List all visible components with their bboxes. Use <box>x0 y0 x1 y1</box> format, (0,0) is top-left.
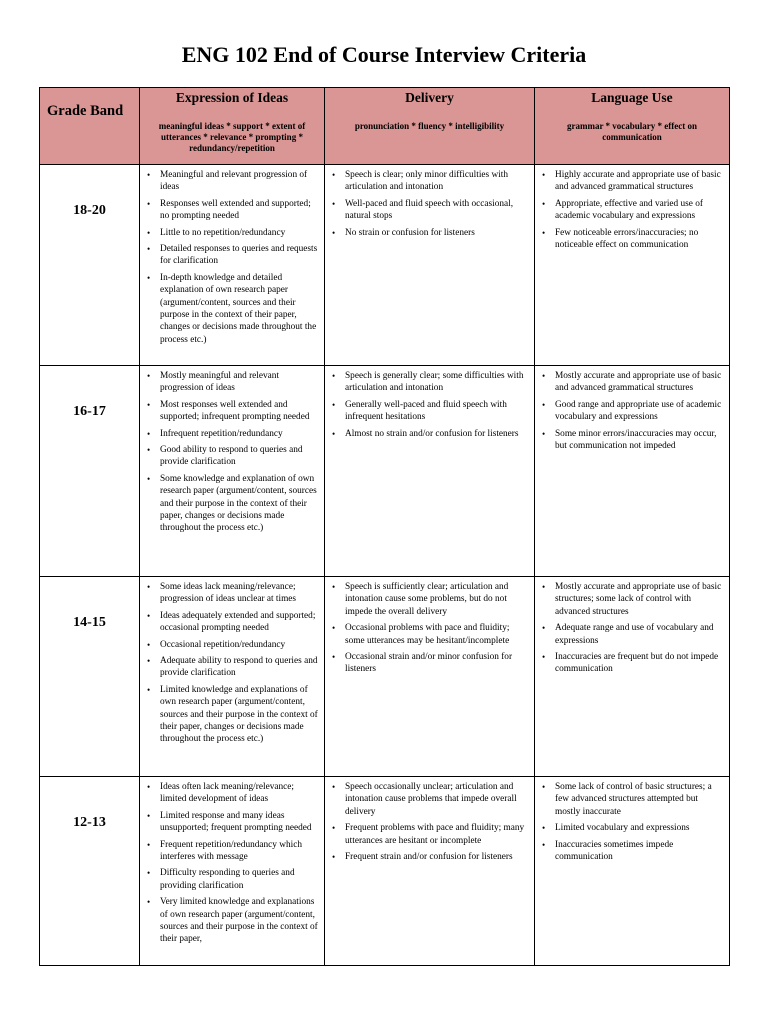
column-header-title: Expression of Ideas <box>175 90 289 105</box>
table-header-row <box>40 88 730 165</box>
criteria-text: Adequate ability to respond to queries and provide clarification <box>160 656 318 679</box>
criteria-text: Very limited knowledge and explanations of own research paper (argument/content, sources and their purpose in the context of their paper, <box>160 897 318 945</box>
bullet-icon: • <box>332 399 336 410</box>
bullet-icon: • <box>147 170 151 180</box>
criteria-item <box>147 867 318 892</box>
criteria-item <box>147 198 318 223</box>
criteria-item <box>332 227 528 239</box>
bullet-icon: • <box>147 810 151 821</box>
table-row <box>40 777 730 966</box>
bullet-icon: • <box>542 782 546 792</box>
criteria-item <box>147 370 318 395</box>
criteria-text: Ideas often lack meaning/relevance; limited development of ideas <box>160 782 294 805</box>
table-body <box>40 165 730 966</box>
criteria-item <box>542 428 723 453</box>
criteria-text: Few noticeable errors/inaccuracies; no noticeable effect on communication <box>555 227 699 251</box>
criteria-item <box>147 839 318 864</box>
criteria-item <box>542 622 723 647</box>
criteria-item <box>332 651 528 676</box>
criteria-table <box>39 87 730 966</box>
criteria-text: Speech is clear; only minor difficulties with articulation and intonation <box>345 170 509 193</box>
criteria-list <box>140 165 324 354</box>
criteria-text: Difficulty responding to queries and providing clarification <box>160 868 295 891</box>
bullet-icon: • <box>542 652 546 663</box>
criteria-item <box>332 622 528 647</box>
bullet-icon: • <box>542 582 546 592</box>
bullet-icon: • <box>542 371 546 381</box>
criteria-item <box>332 822 528 847</box>
criteria-text: Mostly meaningful and relevant progression of ideas <box>160 371 280 394</box>
column-header-delivery <box>325 88 535 165</box>
bullet-icon: • <box>332 371 336 381</box>
criteria-item <box>147 655 318 680</box>
bullet-icon: • <box>332 623 336 634</box>
criteria-item <box>147 781 318 806</box>
bullet-icon: • <box>147 897 151 908</box>
delivery-cell <box>325 777 535 966</box>
language-use-cell <box>535 577 730 777</box>
criteria-text: Speech is generally clear; some difficulties with articulation and intonation <box>345 371 524 394</box>
criteria-item <box>147 684 318 746</box>
bullet-icon: • <box>147 473 151 484</box>
document-title: ENG 102 End of Course Interview Criteria <box>181 42 587 67</box>
criteria-text: Some ideas lack meaning/relevance; progression of ideas unclear at times <box>160 582 297 605</box>
criteria-item <box>332 169 528 194</box>
column-header-title: Delivery <box>405 90 454 105</box>
criteria-text: Inaccuracies are frequent but do not impede communication <box>555 652 719 675</box>
language-use-cell <box>535 777 730 966</box>
bullet-icon: • <box>147 610 151 621</box>
criteria-item <box>147 428 318 440</box>
criteria-text: Limited vocabulary and expressions <box>555 823 690 834</box>
criteria-item <box>542 227 723 252</box>
criteria-list <box>325 165 534 247</box>
language-use-cell <box>535 366 730 577</box>
bullet-icon: • <box>147 684 151 695</box>
bullet-icon: • <box>332 823 336 834</box>
criteria-text: Occasional strain and/or minor confusion for listeners <box>345 652 513 675</box>
criteria-text: Mostly accurate and appropriate use of basic and advanced grammatical structures <box>555 371 722 394</box>
bullet-icon: • <box>332 652 336 663</box>
criteria-text: Occasional repetition/redundancy <box>160 639 286 650</box>
criteria-item <box>147 444 318 469</box>
bullet-icon: • <box>332 198 336 209</box>
criteria-item <box>147 243 318 268</box>
criteria-text: Generally well-paced and fluid speech with infrequent hesitations <box>345 399 507 423</box>
criteria-item <box>542 169 723 194</box>
criteria-item <box>332 198 528 223</box>
criteria-list <box>140 577 324 754</box>
bullet-icon: • <box>542 823 546 834</box>
criteria-item <box>332 370 528 395</box>
criteria-text: Most responses well extended and supported; infrequent prompting needed <box>160 399 310 423</box>
bullet-icon: • <box>542 399 546 410</box>
grade-band-header: Grade Band <box>40 88 140 165</box>
bullet-icon: • <box>332 227 336 238</box>
criteria-text: Inaccuracies sometimes impede communication <box>555 839 674 863</box>
column-header-subtitle: grammar * vocabulary * effect on communication <box>566 121 698 142</box>
expression-cell <box>140 366 325 577</box>
criteria-item <box>542 370 723 395</box>
grade-band-label: 14-15 <box>73 615 106 630</box>
bullet-icon: • <box>332 782 336 792</box>
criteria-text: Detailed responses to queries and requests for clarification <box>160 244 318 267</box>
column-header-subtitle: pronunciation * fluency * intelligibility <box>354 121 505 131</box>
criteria-text: Limited knowledge and explanations of own research paper (argument/content, sources and their purpose in the context of their paper, changes or decisions made throughout the process etc.) <box>160 684 318 745</box>
column-header-expression <box>140 88 325 165</box>
criteria-item <box>542 781 723 818</box>
criteria-item <box>147 473 318 535</box>
criteria-list <box>535 777 729 871</box>
criteria-text: Ideas adequately extended and supported; occasional prompting needed <box>160 610 316 634</box>
bullet-icon: • <box>147 399 151 410</box>
criteria-item <box>332 781 528 818</box>
criteria-item <box>542 198 723 223</box>
bullet-icon: • <box>147 582 151 592</box>
delivery-cell <box>325 577 535 777</box>
criteria-text: Little to no repetition/redundancy <box>160 227 286 238</box>
criteria-list <box>535 366 729 460</box>
criteria-item <box>147 169 318 194</box>
criteria-text: Meaningful and relevant progression of ideas <box>160 170 308 193</box>
grade-band-cell <box>40 165 140 366</box>
column-header-language-use <box>535 88 730 165</box>
grade-band-cell <box>40 577 140 777</box>
column-header-title: Language Use <box>591 90 673 105</box>
criteria-text: Some lack of control of basic structures; a few advanced structures attempted but mostly inaccurate <box>555 782 712 817</box>
bullet-icon: • <box>147 639 151 650</box>
criteria-item <box>332 851 528 863</box>
criteria-item <box>147 227 318 239</box>
bullet-icon: • <box>147 198 151 209</box>
criteria-text: Appropriate, effective and varied use of academic vocabulary and expressions <box>555 198 703 222</box>
criteria-text: Occasional problems with pace and fluidity; some utterances may be hesitant/incomplete <box>345 623 510 646</box>
bullet-icon: • <box>542 198 546 209</box>
criteria-list <box>535 577 729 684</box>
language-use-cell <box>535 165 730 366</box>
criteria-list <box>535 165 729 259</box>
criteria-text: Responses well extended and supported; no prompting needed <box>160 198 311 222</box>
grade-band-label: 16-17 <box>73 404 106 419</box>
criteria-item <box>332 428 528 440</box>
bullet-icon: • <box>147 445 151 456</box>
criteria-item <box>147 272 318 346</box>
criteria-list <box>325 366 534 448</box>
criteria-item <box>542 822 723 834</box>
grade-band-cell <box>40 777 140 966</box>
bullet-icon: • <box>542 428 546 439</box>
criteria-item <box>332 399 528 424</box>
criteria-list <box>325 577 534 684</box>
bullet-icon: • <box>542 623 546 634</box>
criteria-text: Mostly accurate and appropriate use of basic structures; some lack of control with advanced structures <box>555 582 722 617</box>
criteria-item <box>147 896 318 946</box>
bullet-icon: • <box>332 582 336 592</box>
criteria-list <box>140 777 324 954</box>
criteria-text: Speech is sufficiently clear; articulation and intonation cause some problems, but do not impede the overall delivery <box>345 582 509 617</box>
criteria-item <box>542 399 723 424</box>
bullet-icon: • <box>147 272 151 283</box>
criteria-text: Well-paced and fluid speech with occasional, natural stops <box>345 198 514 222</box>
criteria-text: Good range and appropriate use of academic vocabulary and expressions <box>555 399 722 423</box>
table-row <box>40 165 730 366</box>
bullet-icon: • <box>332 852 336 863</box>
criteria-text: Infrequent repetition/redundancy <box>160 428 283 439</box>
criteria-text: Almost no strain and/or confusion for listeners <box>345 428 519 439</box>
criteria-text: Adequate range and use of vocabulary and expressions <box>555 623 714 646</box>
bullet-icon: • <box>147 839 151 850</box>
bullet-icon: • <box>542 170 546 180</box>
column-header-subtitle: meaningful ideas * support * extent of utterances * relevance * prompting * redundancy/repetition <box>158 121 306 153</box>
bullet-icon: • <box>147 868 151 879</box>
grade-band-cell <box>40 366 140 577</box>
bullet-icon: • <box>147 227 151 238</box>
bullet-icon: • <box>147 371 151 381</box>
delivery-cell <box>325 366 535 577</box>
criteria-item <box>542 651 723 676</box>
expression-cell <box>140 577 325 777</box>
criteria-text: Some knowledge and explanation of own research paper (argument/content, sources and their purpose in the context of their paper, changes or decisions made throughout the process etc.) <box>160 473 317 534</box>
bullet-icon: • <box>332 428 336 439</box>
bullet-icon: • <box>147 428 151 439</box>
criteria-list <box>140 366 324 543</box>
criteria-text: Frequent strain and/or confusion for listeners <box>345 852 513 863</box>
criteria-text: Highly accurate and appropriate use of basic and advanced grammatical structures <box>555 170 721 193</box>
criteria-text: Good ability to respond to queries and provide clarification <box>160 445 303 468</box>
grade-band-label: 18-20 <box>73 203 106 218</box>
bullet-icon: • <box>332 170 336 180</box>
criteria-list <box>325 777 534 871</box>
bullet-icon: • <box>542 227 546 238</box>
table-row <box>40 577 730 777</box>
criteria-item <box>147 610 318 635</box>
criteria-text: In-depth knowledge and detailed explanation of own research paper (argument/content, sources and their purpose in the context of their paper, changes or decisions made throughout the process etc.) <box>160 272 317 345</box>
criteria-text: No strain or confusion for listeners <box>345 227 475 238</box>
criteria-item <box>542 581 723 618</box>
criteria-text: Limited response and many ideas unsupported; frequent prompting needed <box>160 810 312 834</box>
grade-band-label: 12-13 <box>73 815 106 830</box>
bullet-icon: • <box>147 782 151 792</box>
bullet-icon: • <box>147 244 151 255</box>
criteria-item <box>542 839 723 864</box>
delivery-cell <box>325 165 535 366</box>
criteria-text: Frequent repetition/redundancy which interferes with message <box>160 839 302 863</box>
criteria-text: Some minor errors/inaccuracies may occur, but communication not impeded <box>555 428 717 452</box>
bullet-icon: • <box>147 656 151 667</box>
criteria-item <box>332 581 528 618</box>
criteria-item <box>147 810 318 835</box>
expression-cell <box>140 165 325 366</box>
criteria-text: Frequent problems with pace and fluidity; many utterances are hesitant or incomplete <box>345 823 525 846</box>
criteria-item <box>147 639 318 651</box>
criteria-text: Speech occasionally unclear; articulation and intonation cause problems that impede overall delivery <box>345 782 517 817</box>
expression-cell <box>140 777 325 966</box>
criteria-item <box>147 399 318 424</box>
criteria-item <box>147 581 318 606</box>
bullet-icon: • <box>542 839 546 850</box>
table-row <box>40 366 730 577</box>
